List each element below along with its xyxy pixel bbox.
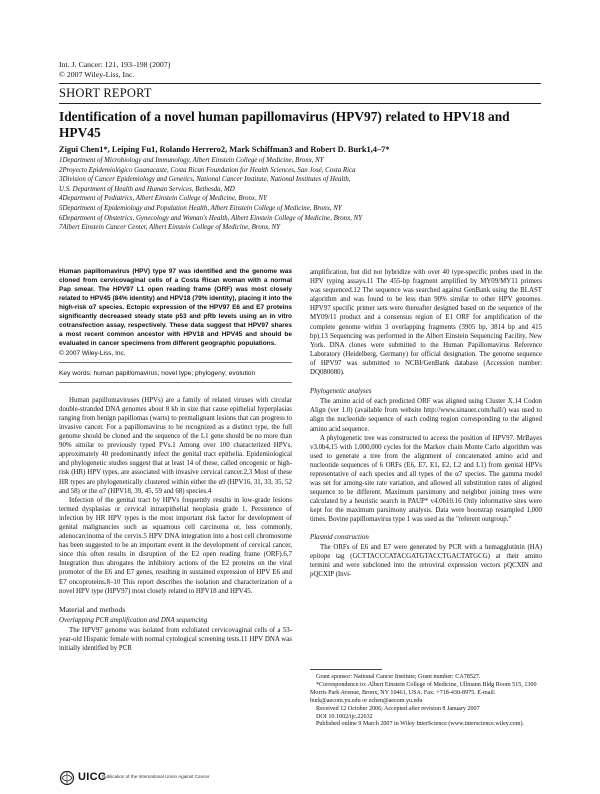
plasmid-heading: Plasmid construction [310, 533, 369, 541]
keywords-divider [59, 382, 292, 383]
affiliation-3: 3Division of Cancer Epidemiology and Genetics, National Cancer Institute, National Institutes of Health, [59, 176, 351, 184]
affiliation-4: 4Department of Pediatrics, Albert Einstein College of Medicine, Bronx, NY [59, 195, 267, 203]
affiliation-1: 1Department of Microbiology and Immunology, Albert Einstein College of Medicine, Bronx, NY [59, 157, 324, 164]
affiliations [59, 156, 539, 233]
keywords-list: human papillomavirus; novel type; phylogeny; evolution [93, 369, 256, 377]
phylogenetic-paragraph-1: The amino acid of each predicted ORF was aligned using Cluster X.14 Codon Align (ver 1.0) (available from website http://www.sinauer.com/hall/) was used to align the nucleotide sequence of each coding region corresponding to the aligned amino acid sequence. [310, 398, 542, 433]
journal-volume-line: Int. J. Cancer: 121, 193–198 (2007) [59, 60, 171, 69]
footnote-grant: Grant sponsor: National Cancer Institute; Grant number: CA78527. [316, 674, 481, 680]
phylogenetic-paragraph-2: A phylogenetic tree was constructed to access the position of HPV97. MrBayes v3.0b4,15 with 1,000,000 cycles for the Markov chain Monte Carlo algorithm was used to generate a tree from the alignment of concatenated amino acid and nucleotide sequences of 6 ORFs (E6, E7, E1, E2, L2 and L1) from genital HPVs representative of each species and all types of the α7 species. The gamma model was set for among-site rate variation, and allowed all substitution rates of aligned sequence to be different. Maximum parsimony and neighbor joining trees were calculated by a heuristic search in PAUP* v4.0b10.16 Only informative sites were kept for the maximum parsimony analysis. Data were bootstrap resampled 1,000 times. Bovine papillomavirus type 1 was used as the ''referent outgroup.'' [310, 434, 542, 524]
affiliation-3-cont: U.S. Department of Health and Human Services, Bethesda, MD [59, 185, 235, 193]
keywords [59, 369, 292, 378]
footnote-published: Published online 9 March 2007 in Wiley InterScience (www.interscience.wiley.com). [316, 721, 525, 728]
phylogenetic-heading: Phylogenetic analyses [310, 388, 372, 396]
affiliation-7: 7Albert Einstein Cancer Center, Albert Einstein College of Medicine, Bronx, NY [59, 224, 281, 232]
methods-paragraph-1-cont: amplification, but did not hybridize with over 40 type-specific probes used in the HPV typing assays.11 The 455-bp fragment amplified by MY09/MY11 primers was sequenced.12 The sequence was searched against GenBank using the BLAST algorithm and was found to be less than 90% similar to other HPV genomes. HPV97 specific primer sets were thereafter designed based on the sequence of the MY09/11 product and a consensus region of E1 ORF for amplification of the complete genome within 3 overlapping fragments (3905 bp, 3814 bp and 415 bp).13 Sequencing was performed in the Albert Einstein Sequencing Facility, New York. DNA clones were submitted to the Human Papillomavirus Reference Laboratory (Heidelberg, Germany) for official designation. The genome sequence of HPV97 was submitted to NCBI/GenBank database (Accession number: DQ080080). [310, 269, 542, 377]
affiliation-6: 6Department of Obstetrics, Gynecology and Woman's Health, Albert Einstein College of Medicine, Bronx, NY [59, 214, 363, 222]
methods-heading: Material and methods [59, 604, 126, 614]
logo-wordmark: UICC [78, 771, 107, 783]
footnote-doi: DOI 10.1002/ijc.22632 [316, 713, 373, 720]
journal-copyright-line: © 2007 Wiley-Liss, Inc. [59, 70, 135, 79]
article-title: Identification of a novel human papillomavirus (HPV97) related to HPV18 and HPV45 [59, 109, 510, 140]
footnote-rule [310, 669, 382, 670]
affiliation-2: 2Proyecto Epidemiológico Guanacaste, Costa Rican Foundation for Health Sciences, San José, Costa Rica [59, 166, 356, 174]
header-rule-bottom [59, 103, 541, 104]
methods-subheading: Overlapping PCR amplification and DNA sequencing [59, 616, 208, 624]
abstract-divider [59, 362, 292, 363]
footnote-received: Received 12 October 2006; Accepted after revision 8 January 2007 [316, 705, 480, 712]
intro-paragraph-2: Infection of the genital tract by HPVs frequently results in low-grade lesions termed dysplasias or cervical intraepithelial neoplasia grade 1. Persistence of infection by HR HPV types is the most important risk factor for development of genital malignancies such as squamous cell carcinoma or, less commonly, adenocarcinoma of the cervix.5 HPV DNA integration into a host cell chromosome has been suggested to be an important event in the development of cervical cancer, since this often results in disruption of the E2 open reading frame (ORF).6,7 Integration thus abrogates the inhibitory actions of the E2 proteins on the viral promoter of the E6 and E7 genes, resulting in sustained expression of HPV E6 and E7 oncoproteins.8–10 This report describes the isolation and characterization of a novel HPV type (HPV97) most closely related to HPV18 and HPV45. [59, 496, 292, 595]
abstract-copyright: © 2007 Wiley-Liss, Inc. [59, 349, 126, 357]
affiliation-5: 5Department of Epidemiology and Population Health, Albert Einstein College of Medicine, Bronx, NY [59, 204, 342, 212]
logo-caption: Publication of the International Union Against Cancer [102, 774, 210, 779]
abstract: Human papillomavirus (HPV) type 97 was identified and the genome was cloned from cervicovaginal cells of a Costa Rican woman with a normal Pap smear. The HPV97 L1 open reading frame (ORF) was most closely related to HPV45 (84% identity) and HPV18 (79% identity), placing it into the high-risk α7 species. Ectopic expression of the HPV97 E6 and E7 proteins significantly decreased steady state p53 and pRb levels using an in vitro cotransfection assay, respectively. These data suggest that HPV97 shares a most recent common ancestor with HPV18 and HPV45 and should be evaluated in cancer specimens from different geographic populations. [59, 268, 292, 347]
right-column [310, 268, 542, 579]
plasmid-paragraph-1: The ORFs of E6 and E7 were generated by PCR with a hemagglutinin (HA) epitope tag (GCTTACCCATACGATGTACCTGACTATGCG) at their amino termini and were subcloned into the retroviral expression vectors pQCXIN and pQCXIP (Invi- [310, 543, 542, 578]
header-rule-top [59, 83, 541, 84]
uicc-emblem-icon [59, 770, 77, 786]
journal-citation [59, 60, 170, 80]
keywords-label: Key words: [59, 369, 92, 377]
left-column [59, 268, 292, 653]
intro-paragraph-1: Human papillomaviruses (HPVs) are a family of related viruses with circular double-stranded DNA genomes about 8 kb in size that cause epithelial hyperplasias ranging from benign papillomas (warts) to premalignant lesions that can progress to invasive cancer. For a papillomavirus to be recognized as a distinct type, the full genome should be cloned and the sequence of the L1 gene should be no more than 90% similar to previously typed PVs.1 Among over 100 characterized HPVs, approximately 40 predominantly infect the genital tract epithelia. Epidemiological and phylogenetic studies suggest that at least 14 of these, called oncogenic or high-risk (HR) HPV types, are associated with invasive cervical cancer.2,3 Most of these HR types are phylogenetically clustered within either the α9 (HPV16, 31, 33, 35, 52 and 58) or the α7 (HPV18, 39, 45, 59 and 68) species.4 [59, 396, 292, 495]
methods-paragraph-1: The HPV97 genome was isolated from exfoliated cervicovaginal cells of a 53-year-old Hispanic female with normal cytological screening tests.11 HPV DNA was initially identified by PCR [59, 626, 292, 653]
section-label: SHORT REPORT [59, 86, 152, 100]
footnotes [310, 669, 542, 729]
footnote-correspondence: *Correspondence to: Albert Einstein College of Medicine, Ullmann Bldg Room 515, 1300 Morris Park Avenue, Bronx, NY 10461, USA. Fax: +718-430-8975. E-mail: burk@aecom.yu.edu or zchen@aecom.yu.edu [310, 681, 537, 704]
author-list: Zigui Chen1*, Leiping Fu1, Rolando Herrero2, Mark Schiffman3 and Robert D. Burk1,4–7* [59, 145, 390, 154]
